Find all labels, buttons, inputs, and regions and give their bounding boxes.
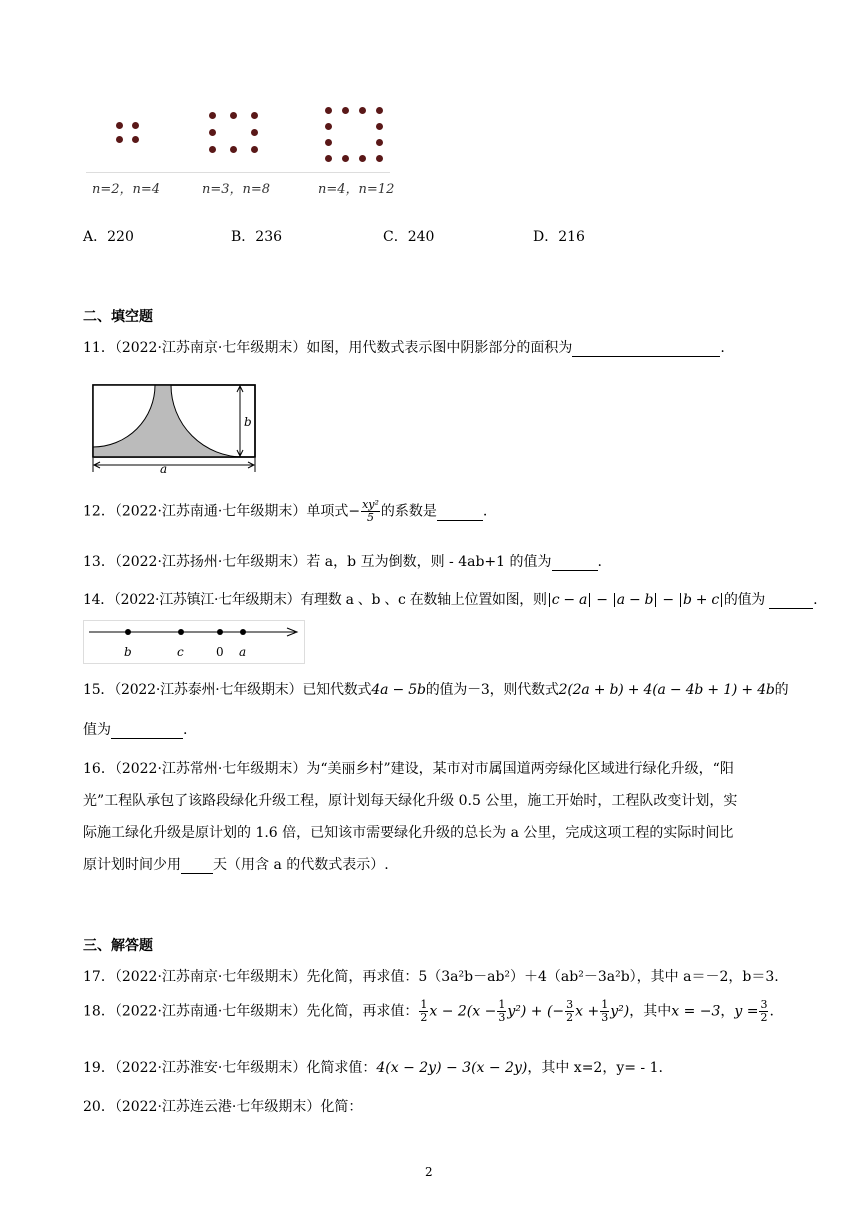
dot xyxy=(251,112,258,119)
shaded-rectangle-figure xyxy=(86,380,266,476)
dot xyxy=(251,129,258,136)
dot xyxy=(342,107,349,114)
question-16: 16．（2022·江苏常州·七年级期末）为“美丽乡村”建设，某市对市属国道两旁绿化区域进行绿化升级，“阳 xyxy=(83,761,734,777)
dot xyxy=(325,139,332,146)
dot xyxy=(342,155,349,162)
dot xyxy=(209,112,216,119)
number-line-figure xyxy=(83,620,305,664)
answer-blank xyxy=(111,722,183,739)
question-18: 18．（2022·江苏南通·七年级期末）先化简，再求值： $\frac{1}{2}$ x − 2(x − $\frac{1}{3}$ y²) + (− $\frac{3}{2}$ x + $\frac{1}{3}$ y²)，其中x = −3，y = $\frac{3}{2}$ . xyxy=(83,998,774,1024)
dot xyxy=(230,146,237,153)
question-14: 14．（2022·江苏镇江·七年级期末）有理数 a 、b 、c 在数轴上位置如图，则 c − a − a − b − b + c 的值为 . xyxy=(83,592,818,608)
answer-blank xyxy=(572,340,720,357)
question-20: 20．（2022·江苏连云港·七年级期末）化简： xyxy=(83,1099,363,1115)
question-11: 11．（2022·江苏南京·七年级期末）如图，用代数式表示图中阴影部分的面积为 . xyxy=(83,340,725,356)
label-b: b xyxy=(244,415,252,429)
question-16-line-4: 原计划时间少用 天（用含 a 的代数式表示）. xyxy=(83,857,389,873)
dot xyxy=(359,107,366,114)
axis-label-c: c xyxy=(177,645,184,659)
answer-blank xyxy=(769,592,813,609)
dot xyxy=(376,107,383,114)
answer-blank xyxy=(552,554,598,571)
dot xyxy=(376,139,383,146)
figure-divider xyxy=(86,172,390,173)
dot xyxy=(325,107,332,114)
question-15-line-2: 值为 . xyxy=(83,722,188,738)
dot xyxy=(132,122,139,129)
dot xyxy=(376,155,383,162)
label-a: a xyxy=(160,462,168,476)
question-12: 12．（2022·江苏南通·七年级期末）单项式− $\frac{\text{xy²}}{5}$ 的系数是 . xyxy=(83,498,488,524)
dot xyxy=(116,136,123,143)
section-title-fill-blank: 二、填空题 xyxy=(83,309,153,325)
question-16-line-2: 光”工程队承包了该路段绿化升级工程，原计划每天绿化升级 0.5 公里，施工开始时，工程队改变计划，实 xyxy=(83,793,738,809)
question-13: 13．（2022·江苏扬州·七年级期末）若 a，b 互为倒数，则 - 4ab+1 的值为 . xyxy=(83,554,602,570)
dot xyxy=(325,155,332,162)
axis-label-a: a xyxy=(239,645,247,659)
axis-label-b: b xyxy=(124,645,132,659)
question-17: 17．（2022·江苏南京·七年级期末）先化简，再求值：5（3a²b－ab²）＋4（ab²－3a²b），其中 a＝－2，b＝3. xyxy=(83,969,779,985)
dot xyxy=(325,123,332,130)
monomial-fraction: $\frac{\text{xy²}}{5}$ xyxy=(362,498,379,524)
answer-blank xyxy=(437,504,483,521)
axis-label-0: 0 xyxy=(216,645,224,659)
dot-caption-2: n=3，n=8 xyxy=(202,182,271,197)
option-c: C．240 xyxy=(383,229,435,245)
question-19: 19．（2022·江苏淮安·七年级期末）化简求值：4(x − 2y) − 3(x − 2y)，其中 x=2，y= - 1. xyxy=(83,1060,663,1076)
section-title-solve: 三、解答题 xyxy=(83,938,153,954)
dot xyxy=(116,122,123,129)
option-b: B．236 xyxy=(231,229,283,245)
dot xyxy=(359,155,366,162)
dot-caption-1: n=2，n=4 xyxy=(92,182,161,197)
option-d: D．216 xyxy=(533,229,585,245)
dot xyxy=(132,136,139,143)
dot xyxy=(230,112,237,119)
dot-caption-3: n=4，n=12 xyxy=(318,182,395,197)
answer-blank xyxy=(181,857,213,874)
dot xyxy=(209,129,216,136)
dot xyxy=(251,146,258,153)
page-number: 2 xyxy=(425,1165,433,1179)
option-a: A．220 xyxy=(83,229,134,245)
question-15: 15．（2022·江苏泰州·七年级期末）已知代数式4a − 5b的值为－3，则代数式2(2a + b) + 4(a − 4b + 1) + 4b的 xyxy=(83,682,789,698)
dot xyxy=(209,146,216,153)
dot xyxy=(376,123,383,130)
question-16-line-3: 际施工绿化升级是原计划的 1.6 倍，已知该市需要绿化升级的总长为 a 公里，完成这项工程的实际时间比 xyxy=(83,825,734,841)
